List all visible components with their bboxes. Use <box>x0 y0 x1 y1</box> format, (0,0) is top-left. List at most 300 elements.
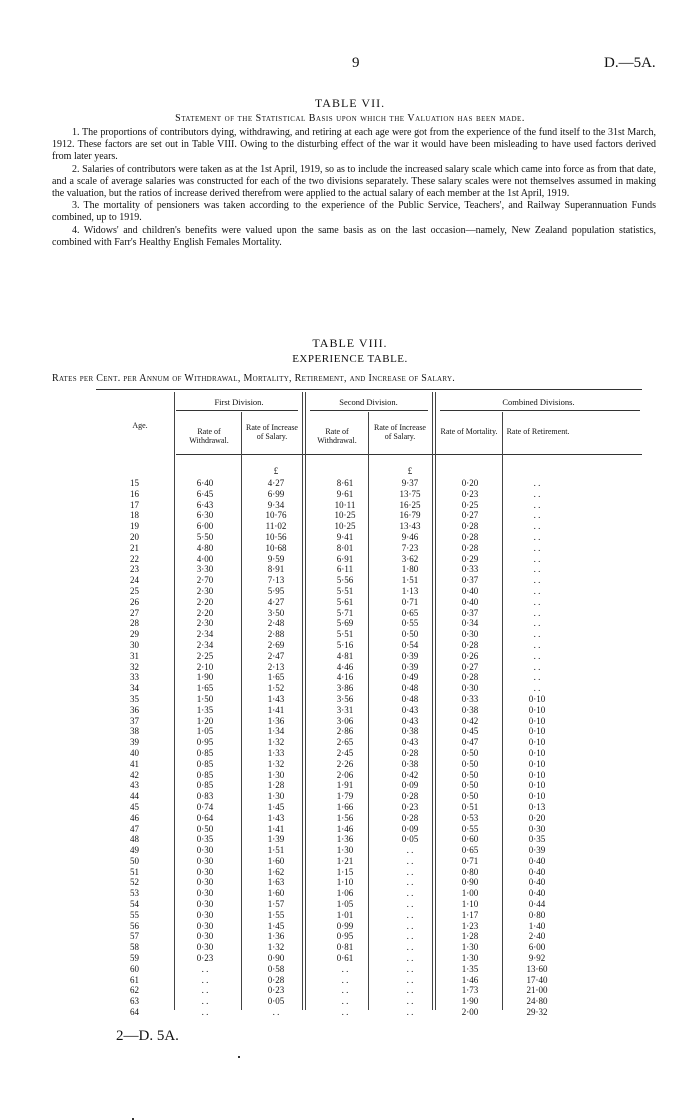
cell-increase-second: 0·43 <box>401 715 419 726</box>
table-row <box>130 877 570 888</box>
cell-age: 19 <box>130 521 139 532</box>
cell-withdrawal-first: 0·30 <box>196 920 214 931</box>
cell-mortality: 0·30 <box>461 683 479 694</box>
cell-increase-first: 2·13 <box>267 661 285 672</box>
cell-increase-first: 1·32 <box>267 737 285 748</box>
cell-retirement: . . <box>533 661 541 672</box>
cell-increase-second: . . <box>406 963 414 974</box>
table-row <box>130 1007 570 1018</box>
cell-retirement: 0·80 <box>528 909 546 920</box>
cell-withdrawal-second: 9·61 <box>336 488 354 499</box>
cell-withdrawal-first: 2·20 <box>196 607 214 618</box>
cell-withdrawal-second: 1·56 <box>336 812 354 823</box>
cell-withdrawal-second: . . <box>341 996 349 1007</box>
cell-age: 37 <box>130 715 139 726</box>
cell-retirement: 17·40 <box>526 974 548 985</box>
cell-withdrawal-second: 0·61 <box>336 953 354 964</box>
cell-mortality: 0·38 <box>461 704 479 715</box>
cell-withdrawal-first: 0·30 <box>196 845 214 856</box>
cell-age: 31 <box>130 650 139 661</box>
group-rule-second <box>310 410 428 411</box>
cell-withdrawal-second: . . <box>341 963 349 974</box>
table-row <box>130 597 570 608</box>
cell-increase-second: 9·37 <box>401 478 419 488</box>
cell-mortality: 0·45 <box>461 726 479 737</box>
cell-mortality: 0·40 <box>461 596 479 607</box>
cell-age: 54 <box>130 899 139 910</box>
table-row <box>130 651 570 662</box>
cell-withdrawal-first: 2·20 <box>196 596 214 607</box>
cell-increase-second: 13·75 <box>399 488 421 499</box>
cell-withdrawal-first: 4·80 <box>196 542 214 553</box>
paragraph-4: 4. Widows' and children's benefits were valued upon the same basis as on the last occasion—namely, New Zealand population statistics, combined with Farr's Healthy English Females Mortality. <box>52 224 656 248</box>
cell-mortality: 0·55 <box>461 823 479 834</box>
table-row <box>130 478 570 489</box>
cell-mortality: 0·60 <box>461 834 479 845</box>
table-row <box>130 953 570 964</box>
cell-mortality: 2·00 <box>461 1007 479 1018</box>
cell-withdrawal-first: 2·30 <box>196 618 214 629</box>
cell-mortality: 1·30 <box>461 953 479 964</box>
cell-withdrawal-first: 6·40 <box>196 478 214 488</box>
cell-retirement: . . <box>533 683 541 694</box>
cell-withdrawal-first: 2·25 <box>196 650 214 661</box>
cell-mortality: 0·80 <box>461 866 479 877</box>
table-row <box>130 726 570 737</box>
table-row <box>130 975 570 986</box>
cell-withdrawal-first: 6·00 <box>196 521 214 532</box>
table-row <box>130 748 570 759</box>
cell-retirement: 9·92 <box>528 953 546 964</box>
cell-mortality: 0·37 <box>461 607 479 618</box>
cell-increase-second: 16·25 <box>399 499 421 510</box>
cell-age: 62 <box>130 985 139 996</box>
column-withdrawal-first: Rate of Withdrawal. <box>189 427 229 445</box>
cell-retirement: 0·10 <box>528 758 546 769</box>
cell-withdrawal-second: 5·69 <box>336 618 354 629</box>
cell-mortality: 1·00 <box>461 888 479 899</box>
cell-mortality: 1·10 <box>461 899 479 910</box>
cell-mortality: 0·33 <box>461 564 479 575</box>
cell-mortality: 1·73 <box>461 985 479 996</box>
cell-mortality: 1·46 <box>461 974 479 985</box>
cell-increase-first: 1·51 <box>267 845 285 856</box>
cell-withdrawal-first: 6·43 <box>196 499 214 510</box>
cell-increase-second: . . <box>406 909 414 920</box>
cell-age: 21 <box>130 542 139 553</box>
cell-withdrawal-first: 0·30 <box>196 909 214 920</box>
cell-withdrawal-first: . . <box>201 974 209 985</box>
table-row <box>130 489 570 500</box>
cell-increase-second: . . <box>406 974 414 985</box>
cell-mortality: 0·71 <box>461 855 479 866</box>
cell-withdrawal-first: 1·05 <box>196 726 214 737</box>
cell-increase-second: 0·48 <box>401 683 419 694</box>
cell-mortality: 0·28 <box>461 531 479 542</box>
cell-mortality: 0·51 <box>461 801 479 812</box>
cell-mortality: 0·50 <box>461 769 479 780</box>
table-row <box>130 564 570 575</box>
pound-symbol-first: £ <box>273 466 279 476</box>
cell-retirement: 24·80 <box>526 996 548 1007</box>
cell-mortality: 0·50 <box>461 791 479 802</box>
paragraph-1: 1. The proportions of contributors dying, withdrawing, and retiring at each age were got from the experience of the fund itself to the 31st March, 1912. These factors are set out in Table VIII. Owing to the disturbing effect of the war it would have been misleading to have used factors derived from later years. <box>52 127 656 163</box>
cell-increase-second: 0·28 <box>401 791 419 802</box>
cell-withdrawal-first: 0·50 <box>196 823 214 834</box>
cell-mortality: 0·50 <box>461 747 479 758</box>
statistical-basis-paragraphs <box>52 127 656 249</box>
cell-withdrawal-second: 1·79 <box>336 791 354 802</box>
cell-increase-second: . . <box>406 953 414 964</box>
cell-age: 16 <box>130 488 139 499</box>
cell-age: 39 <box>130 737 139 748</box>
experience-table-rows <box>130 478 570 1018</box>
cell-increase-second: . . <box>406 899 414 910</box>
experience-table-title: EXPERIENCE TABLE. <box>292 353 408 365</box>
table-row <box>130 770 570 781</box>
cell-age: 60 <box>130 963 139 974</box>
table-row <box>130 716 570 727</box>
cell-withdrawal-second: 5·51 <box>336 585 354 596</box>
cell-age: 47 <box>130 823 139 834</box>
table-row <box>130 802 570 813</box>
cell-withdrawal-first: 0·74 <box>196 801 214 812</box>
cell-withdrawal-second: 1·66 <box>336 801 354 812</box>
cell-mortality: 0·53 <box>461 812 479 823</box>
cell-increase-second: . . <box>406 920 414 931</box>
cell-increase-first: 1·39 <box>267 834 285 845</box>
cell-age: 52 <box>130 877 139 888</box>
cell-increase-first: 11·02 <box>265 521 287 532</box>
cell-increase-second: 3·62 <box>401 553 419 564</box>
cell-increase-second: . . <box>406 985 414 996</box>
column-increase-first: Rate of Increase of Salary. <box>246 423 298 441</box>
rates-heading: Rates per Cent. per Annum of Withdrawal, Mortality, Retirement, and Increase of Salary. <box>52 373 456 384</box>
cell-age: 48 <box>130 834 139 845</box>
cell-withdrawal-first: 0·83 <box>196 791 214 802</box>
cell-withdrawal-first: 0·30 <box>196 942 214 953</box>
cell-increase-second: 0·28 <box>401 747 419 758</box>
cell-withdrawal-first: 0·85 <box>196 758 214 769</box>
cell-withdrawal-second: 3·86 <box>336 683 354 694</box>
cell-age: 15 <box>130 478 139 488</box>
cell-age: 49 <box>130 845 139 856</box>
cell-increase-first: 4·27 <box>267 596 285 607</box>
cell-increase-first: 0·58 <box>267 963 285 974</box>
cell-withdrawal-first: 0·30 <box>196 855 214 866</box>
cell-mortality: 0·40 <box>461 585 479 596</box>
cell-increase-first: 10·76 <box>265 510 287 521</box>
cell-retirement: 13·60 <box>526 963 548 974</box>
cell-withdrawal-second: 0·99 <box>336 920 354 931</box>
cell-increase-second: 0·42 <box>401 769 419 780</box>
cell-withdrawal-first: 0·23 <box>196 953 214 964</box>
cell-increase-first: 4·27 <box>267 478 285 488</box>
cell-retirement: 1·40 <box>528 920 546 931</box>
cell-withdrawal-second: 1·30 <box>336 845 354 856</box>
cell-age: 58 <box>130 942 139 953</box>
cell-withdrawal-second: 3·56 <box>336 693 354 704</box>
table-row <box>130 791 570 802</box>
cell-mortality: 1·17 <box>461 909 479 920</box>
table-row <box>130 888 570 899</box>
cell-withdrawal-second: 0·95 <box>336 931 354 942</box>
cell-withdrawal-second: 1·36 <box>336 834 354 845</box>
cell-age: 27 <box>130 607 139 618</box>
cell-increase-first: 1·63 <box>267 877 285 888</box>
cell-withdrawal-second: 5·71 <box>336 607 354 618</box>
cell-increase-first: 1·62 <box>267 866 285 877</box>
cell-increase-second: 0·43 <box>401 737 419 748</box>
table-row <box>130 964 570 975</box>
cell-retirement: 0·20 <box>528 812 546 823</box>
cell-withdrawal-first: 5·50 <box>196 531 214 542</box>
cell-age: 35 <box>130 693 139 704</box>
table-row <box>130 586 570 597</box>
cell-mortality: 0·20 <box>461 478 479 488</box>
cell-withdrawal-second: 9·41 <box>336 531 354 542</box>
cell-increase-first: 0·05 <box>267 996 285 1007</box>
cell-increase-second: 0·49 <box>401 672 419 683</box>
table-row <box>130 521 570 532</box>
cell-increase-first: 10·68 <box>265 542 287 553</box>
cell-withdrawal-second: 5·51 <box>336 629 354 640</box>
table-row <box>130 834 570 845</box>
cell-mortality: 0·47 <box>461 737 479 748</box>
cell-retirement: . . <box>533 564 541 575</box>
cell-increase-second: 9·46 <box>401 531 419 542</box>
cell-withdrawal-first: 1·35 <box>196 704 214 715</box>
cell-increase-second: 0·39 <box>401 650 419 661</box>
cell-increase-second: 0·38 <box>401 726 419 737</box>
table-row <box>130 554 570 565</box>
cell-increase-second: 0·23 <box>401 801 419 812</box>
cell-age: 43 <box>130 780 139 791</box>
cell-increase-first: 3·50 <box>267 607 285 618</box>
cell-increase-second: 0·48 <box>401 693 419 704</box>
cell-mortality: 0·25 <box>461 499 479 510</box>
cell-retirement: 0·40 <box>528 866 546 877</box>
cell-increase-first: 9·34 <box>267 499 285 510</box>
cell-increase-second: . . <box>406 942 414 953</box>
cell-retirement: 0·10 <box>528 726 546 737</box>
cell-withdrawal-first: 3·30 <box>196 564 214 575</box>
table-row <box>130 759 570 770</box>
cell-mortality: 1·28 <box>461 931 479 942</box>
group-combined-divisions: Combined Divisions. <box>502 397 575 407</box>
cell-withdrawal-first: 0·30 <box>196 899 214 910</box>
cell-increase-first: 1·36 <box>267 931 285 942</box>
page-number: 9 <box>352 55 360 71</box>
cell-age: 23 <box>130 564 139 575</box>
cell-increase-first: 0·90 <box>267 953 285 964</box>
cell-withdrawal-second: . . <box>341 1007 349 1018</box>
cell-age: 26 <box>130 596 139 607</box>
cell-mortality: 0·23 <box>461 488 479 499</box>
cell-withdrawal-second: 5·16 <box>336 639 354 650</box>
statistical-basis-heading: Statement of the Statistical Basis upon which the Valuation has been made. <box>175 113 525 124</box>
cell-increase-first: 1·57 <box>267 899 285 910</box>
column-withdrawal-second: Rate of Withdrawal. <box>317 427 357 445</box>
table-vii-title: TABLE VII. <box>314 96 386 110</box>
table-row <box>130 694 570 705</box>
table-viii-title: TABLE VIII. <box>312 336 388 350</box>
cell-mortality: 1·23 <box>461 920 479 931</box>
cell-increase-second: . . <box>406 888 414 899</box>
cell-increase-first: 1·60 <box>267 888 285 899</box>
cell-increase-second: . . <box>406 1007 414 1018</box>
cell-retirement: 0·10 <box>528 769 546 780</box>
cell-increase-first: 1·45 <box>267 920 285 931</box>
cell-age: 28 <box>130 618 139 629</box>
cell-age: 42 <box>130 769 139 780</box>
table-row <box>130 931 570 942</box>
cell-withdrawal-first: . . <box>201 1007 209 1018</box>
cell-withdrawal-second: 1·01 <box>336 909 354 920</box>
cell-age: 32 <box>130 661 139 672</box>
table-row <box>130 575 570 586</box>
cell-withdrawal-second: 1·46 <box>336 823 354 834</box>
cell-increase-first: 7·13 <box>267 575 285 586</box>
cell-age: 64 <box>130 1007 139 1018</box>
cell-retirement: . . <box>533 542 541 553</box>
column-age: Age. <box>132 421 148 430</box>
cell-withdrawal-first: 0·85 <box>196 769 214 780</box>
cell-increase-second: . . <box>406 877 414 888</box>
table-row <box>130 629 570 640</box>
cell-retirement: . . <box>533 585 541 596</box>
cell-increase-second: . . <box>406 845 414 856</box>
cell-increase-second: . . <box>406 931 414 942</box>
cell-withdrawal-first: 2·70 <box>196 575 214 586</box>
cell-increase-first: 1·28 <box>267 780 285 791</box>
cell-increase-second: 0·71 <box>401 596 419 607</box>
cell-withdrawal-second: 1·15 <box>336 866 354 877</box>
cell-age: 34 <box>130 683 139 694</box>
cell-increase-second: 1·51 <box>401 575 419 586</box>
cell-retirement: . . <box>533 672 541 683</box>
table-row <box>130 824 570 835</box>
cell-increase-second: 0·09 <box>401 823 419 834</box>
paragraph-3: 3. The mortality of pensioners was taken according to the experience of the Public Service, Teachers', and Railway Superannuation Funds combined, up to 1919. <box>52 200 656 224</box>
table-row <box>130 608 570 619</box>
cell-increase-second: 7·23 <box>401 542 419 553</box>
cell-age: 63 <box>130 996 139 1007</box>
table-row <box>130 672 570 683</box>
cell-increase-first: 1·30 <box>267 769 285 780</box>
cell-retirement: 0·40 <box>528 855 546 866</box>
cell-withdrawal-second: 4·46 <box>336 661 354 672</box>
cell-withdrawal-second: 2·06 <box>336 769 354 780</box>
cell-withdrawal-second: 4·81 <box>336 650 354 661</box>
cell-increase-second: 0·50 <box>401 629 419 640</box>
cell-age: 56 <box>130 920 139 931</box>
cell-withdrawal-second: 3·31 <box>336 704 354 715</box>
cell-withdrawal-second: 2·86 <box>336 726 354 737</box>
cell-age: 38 <box>130 726 139 737</box>
table-row <box>130 899 570 910</box>
cell-withdrawal-first: 0·85 <box>196 747 214 758</box>
cell-retirement: . . <box>533 618 541 629</box>
cell-increase-second: 16·79 <box>399 510 421 521</box>
cell-mortality: 0·29 <box>461 553 479 564</box>
cell-withdrawal-second: 1·21 <box>336 855 354 866</box>
cell-withdrawal-second: 5·61 <box>336 596 354 607</box>
cell-increase-first: 5·95 <box>267 585 285 596</box>
cell-withdrawal-first: 1·90 <box>196 672 214 683</box>
cell-age: 61 <box>130 974 139 985</box>
cell-increase-first: 1·30 <box>267 791 285 802</box>
cell-age: 30 <box>130 639 139 650</box>
cell-retirement: 0·44 <box>528 899 546 910</box>
cell-withdrawal-first: . . <box>201 996 209 1007</box>
cell-mortality: 0·50 <box>461 780 479 791</box>
cell-withdrawal-first: 2·34 <box>196 639 214 650</box>
cell-retirement: 0·10 <box>528 704 546 715</box>
paragraph-2: 2. Salaries of contributors were taken as at the 1st April, 1919, so as to include the increased salary scale which came into force as from that date, and a scale of average salaries was constructed for each of the two divisions separately. These salary scales were not themselves assumed in making the valuation, but the ratios of increase derived therefrom were applied to the actual salary of each member at the 1st April, 1919. <box>52 163 656 200</box>
column-mortality: Rate of Mortality. <box>440 427 498 436</box>
cell-increase-first: 1·43 <box>267 693 285 704</box>
cell-increase-first: 1·32 <box>267 942 285 953</box>
cell-withdrawal-first: 0·30 <box>196 888 214 899</box>
cell-retirement: . . <box>533 531 541 542</box>
table-row <box>130 683 570 694</box>
cell-withdrawal-second: . . <box>341 974 349 985</box>
table-row <box>130 985 570 996</box>
cell-withdrawal-second: . . <box>341 985 349 996</box>
cell-retirement: 0·10 <box>528 747 546 758</box>
cell-withdrawal-second: 1·10 <box>336 877 354 888</box>
cell-age: 22 <box>130 553 139 564</box>
cell-withdrawal-first: 0·64 <box>196 812 214 823</box>
cell-retirement: 29·32 <box>526 1007 548 1018</box>
cell-retirement: 0·40 <box>528 877 546 888</box>
cell-retirement: 0·30 <box>528 823 546 834</box>
cell-withdrawal-first: 0·95 <box>196 737 214 748</box>
cell-mortality: 0·34 <box>461 618 479 629</box>
cell-mortality: 0·42 <box>461 715 479 726</box>
cell-increase-first: 9·59 <box>267 553 285 564</box>
cell-increase-first: 6·99 <box>267 488 285 499</box>
table-row <box>130 867 570 878</box>
cell-withdrawal-first: . . <box>201 985 209 996</box>
cell-retirement: 0·40 <box>528 888 546 899</box>
cell-increase-first: . . <box>272 1007 280 1018</box>
cell-withdrawal-second: 3·06 <box>336 715 354 726</box>
cell-increase-first: 1·45 <box>267 801 285 812</box>
cell-age: 24 <box>130 575 139 586</box>
cell-withdrawal-second: 2·45 <box>336 747 354 758</box>
table-row <box>130 640 570 651</box>
cell-retirement: 6·00 <box>528 942 546 953</box>
table-row <box>130 500 570 511</box>
cell-increase-first: 1·36 <box>267 715 285 726</box>
cell-increase-second: . . <box>406 866 414 877</box>
cell-retirement: 0·10 <box>528 693 546 704</box>
cell-increase-second: . . <box>406 996 414 1007</box>
cell-increase-second: 0·54 <box>401 639 419 650</box>
cell-withdrawal-second: 1·05 <box>336 899 354 910</box>
cell-age: 29 <box>130 629 139 640</box>
cell-withdrawal-first: 6·30 <box>196 510 214 521</box>
cell-age: 50 <box>130 855 139 866</box>
cell-age: 44 <box>130 791 139 802</box>
cell-retirement: . . <box>533 488 541 499</box>
cell-mortality: 0·90 <box>461 877 479 888</box>
group-rule-first <box>176 410 298 411</box>
cell-increase-first: 1·41 <box>267 704 285 715</box>
column-increase-second: Rate of Increase of Salary. <box>374 423 426 441</box>
